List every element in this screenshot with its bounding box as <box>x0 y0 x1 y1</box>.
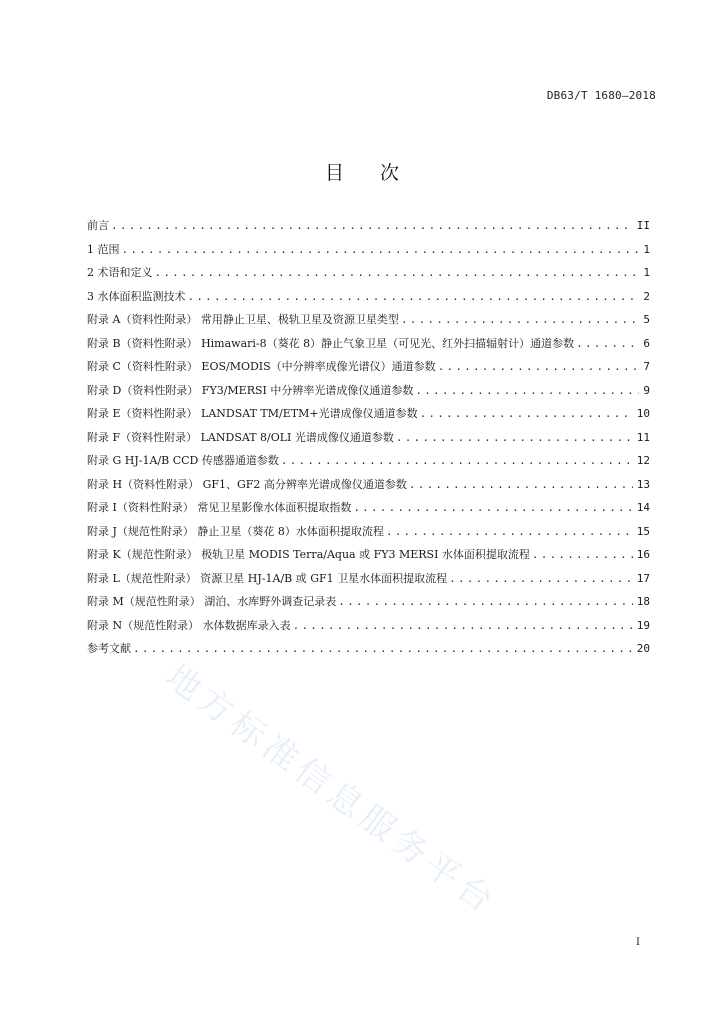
toc-entry-appendix-i[interactable] <box>87 500 650 524</box>
toc-entry-appendix-l[interactable] <box>87 571 650 595</box>
toc-label: 附录 G HJ-1A/B CCD 传感器通道参数 <box>87 454 279 467</box>
toc-label: 附录 E（资料性附录） LANDSAT TM/ETM+光谱成像仪通道参数 <box>87 407 418 420</box>
toc-leader-dots <box>353 500 632 516</box>
toc-page-number: 16 <box>636 548 650 561</box>
toc-entry-appendix-f[interactable] <box>87 430 650 454</box>
toc-entry-appendix-j[interactable] <box>87 524 650 548</box>
toc-page-number: 18 <box>636 595 650 608</box>
toc-label: 附录 D（资料性附录） FY3/MERSI 中分辨率光谱成像仪通道参数 <box>87 383 414 397</box>
toc-leader-dots <box>396 430 633 446</box>
toc-entry-preface[interactable] <box>87 218 650 242</box>
toc-entry-appendix-g[interactable] <box>87 453 650 477</box>
toc-entry-appendix-m[interactable] <box>87 594 650 618</box>
toc-label: 参考文献 <box>87 642 131 655</box>
table-of-contents <box>87 218 650 665</box>
toc-label: 3 水体面积监测技术 <box>87 289 186 303</box>
toc-page-number: 17 <box>636 571 650 585</box>
toc-page-number: 6 <box>643 336 650 350</box>
toc-leader-dots <box>133 641 633 657</box>
toc-page-number: 1 <box>643 266 650 279</box>
toc-page-number: 5 <box>643 313 650 326</box>
toc-page-number: 20 <box>636 642 650 655</box>
toc-label: 附录 L（规范性附录） 资源卫星 HJ-1A/B 或 GF1 卫星水体面积提取流程 <box>87 571 448 585</box>
toc-leader-dots <box>532 547 633 563</box>
toc-page-number: 7 <box>643 360 650 373</box>
toc-entry-monitoring[interactable] <box>87 289 650 313</box>
toc-entry-appendix-a[interactable] <box>87 312 650 336</box>
toc-page-number: 13 <box>636 477 650 491</box>
footer-page-number: I <box>636 937 640 948</box>
toc-leader-dots <box>409 477 633 493</box>
toc-page-number: 1 <box>643 242 650 256</box>
toc-entry-appendix-h[interactable] <box>87 477 650 501</box>
toc-leader-dots <box>293 618 633 634</box>
toc-label: 附录 B（资料性附录） Himawari-8（葵花 8）静止气象卫星（可见光、红外扫描辐射计）通道参数 <box>87 336 575 350</box>
toc-entry-references[interactable] <box>87 641 650 665</box>
toc-leader-dots <box>155 265 640 281</box>
toc-entry-appendix-e[interactable] <box>87 406 650 430</box>
toc-page-number: 12 <box>636 454 650 467</box>
toc-label: 前言 <box>87 219 109 232</box>
toc-label: 附录 C（资料性附录） EOS/MODIS（中分辨率成像光谱仪）通道参数 <box>87 360 436 373</box>
toc-page-number: 14 <box>636 501 650 514</box>
toc-leader-dots <box>576 336 639 352</box>
toc-leader-dots <box>438 359 640 375</box>
toc-entry-appendix-b[interactable] <box>87 336 650 360</box>
toc-label: 附录 M（规范性附录） 湖泊、水库野外调查记录表 <box>87 595 337 608</box>
toc-leader-dots <box>420 406 633 422</box>
toc-label: 附录 I（资料性附录） 常见卫星影像水体面积提取指数 <box>87 501 352 514</box>
page-title: 目次 <box>324 162 435 184</box>
toc-label: 附录 F（资料性附录） LANDSAT 8/OLI 光谱成像仪通道参数 <box>87 430 394 444</box>
toc-leader-dots <box>449 571 633 587</box>
toc-page-number: II <box>636 219 650 232</box>
toc-leader-dots <box>415 383 639 399</box>
toc-label: 附录 N（规范性附录） 水体数据库录入表 <box>87 618 291 632</box>
toc-page-number: 19 <box>636 618 650 632</box>
toc-label: 附录 K（规范性附录） 极轨卫星 MODIS Terra/Aqua 或 FY3 MERSI 水体面积提取流程 <box>87 548 530 561</box>
toc-leader-dots <box>188 289 640 305</box>
toc-label: 2 术语和定义 <box>87 266 153 279</box>
toc-label: 附录 H（资料性附录） GF1、GF2 高分辨率光谱成像仪通道参数 <box>87 477 407 491</box>
toc-page-number: 9 <box>643 383 650 397</box>
toc-leader-dots <box>338 594 632 610</box>
toc-entry-terms[interactable] <box>87 265 650 289</box>
toc-leader-dots <box>122 242 640 258</box>
toc-leader-dots <box>386 524 633 540</box>
toc-leader-dots <box>111 218 633 234</box>
toc-entry-appendix-c[interactable] <box>87 359 650 383</box>
toc-entry-appendix-n[interactable] <box>87 618 650 642</box>
toc-leader-dots <box>281 453 633 469</box>
toc-label: 1 范围 <box>87 242 120 256</box>
toc-entry-appendix-k[interactable] <box>87 547 650 571</box>
document-code: DB63/T 1680—2018 <box>546 89 656 102</box>
toc-entry-scope[interactable] <box>87 242 650 266</box>
toc-label: 附录 A（资料性附录） 常用静止卫星、极轨卫星及资源卫星类型 <box>87 313 399 326</box>
toc-page-number: 11 <box>636 430 650 444</box>
toc-page-number: 2 <box>643 289 650 303</box>
toc-label: 附录 J（规范性附录） 静止卫星（葵花 8）水体面积提取流程 <box>87 524 384 538</box>
toc-entry-appendix-d[interactable] <box>87 383 650 407</box>
toc-leader-dots <box>401 312 639 328</box>
toc-page-number: 10 <box>636 407 650 420</box>
toc-page-number: 15 <box>636 524 650 538</box>
watermark: 地方标准信息服务平台 <box>157 656 505 924</box>
